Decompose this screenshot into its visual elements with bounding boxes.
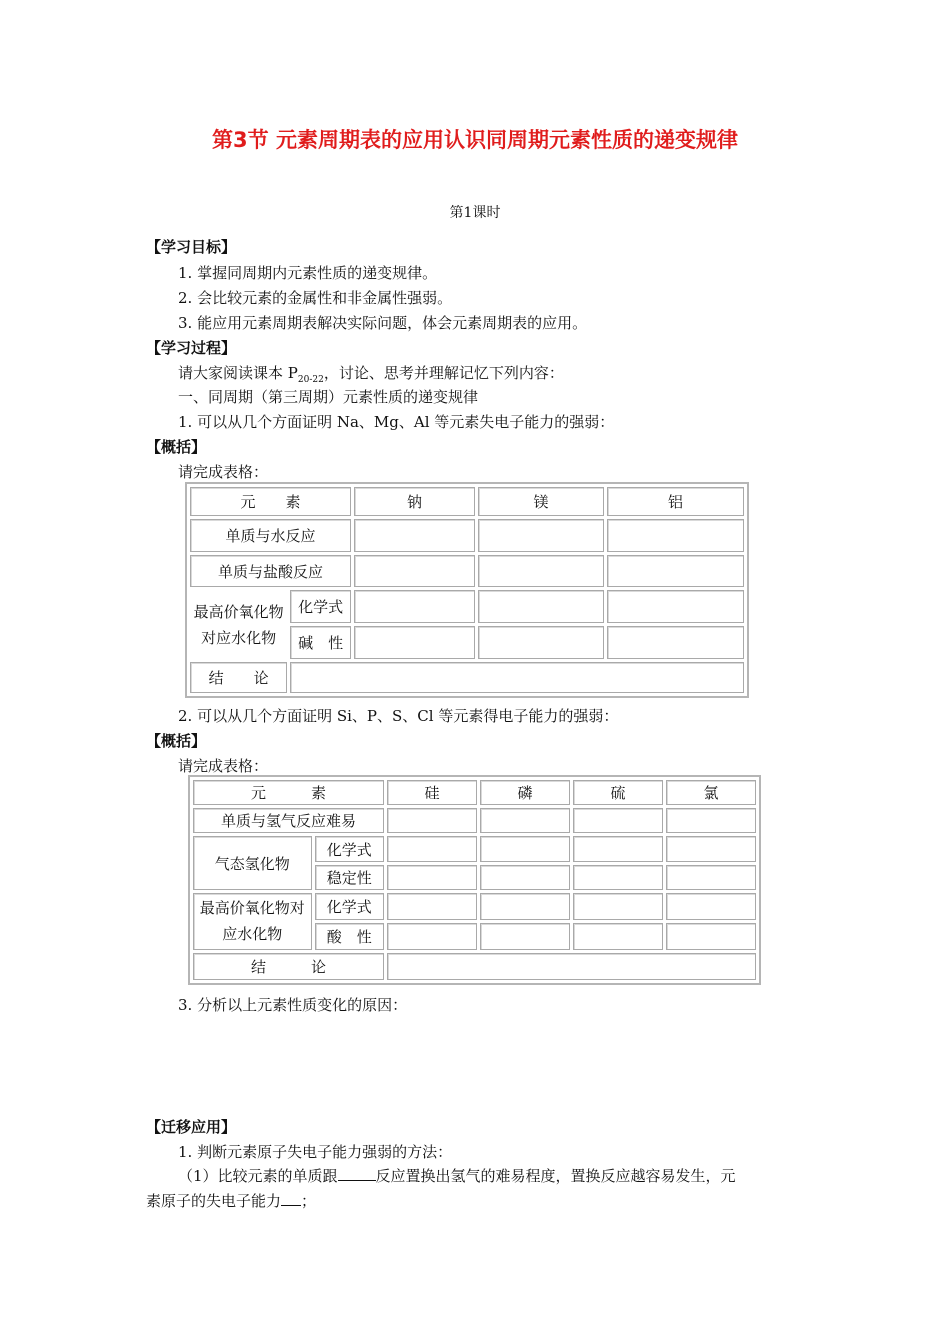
- answer-blank-1[interactable]: [338, 1166, 376, 1181]
- table-cell[interactable]: [573, 808, 663, 833]
- table-cell[interactable]: [387, 836, 477, 861]
- fill-table-instruction-1: 请完成表格：: [178, 463, 269, 481]
- table2-row-oxide: [193, 893, 312, 950]
- table-cell[interactable]: [607, 626, 744, 659]
- table-cell[interactable]: [387, 953, 756, 980]
- summary-heading-2: 【概括】: [146, 732, 207, 750]
- table2-sub-acid: 酸 性: [315, 923, 384, 950]
- table1-row-water: 单质与水反应: [190, 519, 351, 552]
- table2-row-conclusion: 结 论: [193, 953, 384, 980]
- table-cell[interactable]: [478, 626, 604, 659]
- table-cell[interactable]: [573, 836, 663, 861]
- table1-header-al: 铝: [607, 487, 744, 516]
- table-cell[interactable]: [480, 808, 570, 833]
- table-cell[interactable]: [478, 590, 604, 623]
- application-heading: 【迁移应用】: [146, 1118, 237, 1136]
- objective-item-3: 3. 能应用元素周期表解决实际问题，体会元素周期表的应用。: [178, 314, 588, 332]
- objective-item-2: 2. 会比较元素的金属性和非金属性强弱。: [178, 289, 453, 307]
- table-cell[interactable]: [666, 893, 756, 920]
- table2-sub-formula: 化学式: [315, 836, 384, 861]
- question-1: 1. 可以从几个方面证明 Na、Mg、Al 等元素失电子能力的强弱：: [178, 413, 615, 431]
- table1-row-oxide: [190, 590, 287, 659]
- table-cell[interactable]: [354, 519, 475, 552]
- table2-row-hydrogen: 单质与氢气反应难易: [193, 808, 384, 833]
- objective-item-1: 1. 掌握同周期内元素性质的递变规律。: [178, 264, 438, 282]
- table-cell[interactable]: [666, 836, 756, 861]
- summary-heading-1: 【概括】: [146, 438, 207, 456]
- table-cell[interactable]: [387, 865, 477, 890]
- table2-header-p: 磷: [480, 780, 570, 805]
- application-item-1a-line2-text: 素原子的失电子能力: [146, 1192, 282, 1210]
- table-cell[interactable]: [573, 893, 663, 920]
- table-cell[interactable]: [387, 808, 477, 833]
- application-item-1a-end: ；: [301, 1192, 317, 1210]
- table-cell[interactable]: [480, 893, 570, 920]
- application-item-1: 1. 判断元素原子失电子能力强弱的方法：: [178, 1143, 453, 1161]
- table2-header-cl: 氯: [666, 780, 756, 805]
- table-cell[interactable]: [354, 626, 475, 659]
- table-cell[interactable]: [480, 836, 570, 861]
- table1-row-acid: 单质与盐酸反应: [190, 555, 351, 588]
- table2-header-element: 元 素: [193, 780, 384, 805]
- table-cell[interactable]: [480, 865, 570, 890]
- table1-header-element: 元 素: [190, 487, 351, 516]
- table2-row-oxide-line2: 应水化物: [222, 925, 283, 944]
- table2-sub-formula2: 化学式: [315, 893, 384, 920]
- table1-row-oxide-line2: 对应水化物: [201, 628, 277, 647]
- answer-blank-2[interactable]: [281, 1191, 301, 1206]
- table-cell[interactable]: [607, 590, 744, 623]
- process-heading: 【学习过程】: [146, 339, 237, 357]
- table1-sub-basic: 碱 性: [290, 626, 351, 659]
- page-range: 20-22: [297, 375, 324, 385]
- reading-instruction-post: ，讨论、思考并理解记忆下列内容：: [323, 364, 564, 382]
- nonmetal-properties-table: [188, 775, 761, 985]
- table-cell[interactable]: [607, 519, 744, 552]
- page-title: 第3节 元素周期表的应用认识同周期元素性质的递变规律: [212, 128, 738, 152]
- table-cell[interactable]: [387, 923, 477, 950]
- table-cell[interactable]: [573, 923, 663, 950]
- table-cell[interactable]: [480, 923, 570, 950]
- table-cell[interactable]: [478, 555, 604, 588]
- reading-instruction-pre: 请大家阅读课本 P: [178, 364, 298, 382]
- application-item-1a-pre: （1）比较元素的单质跟: [178, 1167, 338, 1185]
- section-one-heading: 一、同周期（第三周期）元素性质的递变规律: [178, 388, 479, 406]
- fill-table-instruction-2: 请完成表格：: [178, 757, 269, 775]
- application-item-1a-line2: [146, 1190, 316, 1211]
- table2-sub-stability: 稳定性: [315, 865, 384, 890]
- reading-instruction: [178, 362, 564, 385]
- table-cell[interactable]: [573, 865, 663, 890]
- table2-row-oxide-line1: 最高价氧化物对: [199, 899, 305, 918]
- table-cell[interactable]: [666, 923, 756, 950]
- table1-header-na: 钠: [354, 487, 475, 516]
- metal-properties-table: [185, 482, 749, 698]
- table2-row-hydride: 气态氢化物: [193, 836, 312, 889]
- table1-row-oxide-line1: 最高价氧化物: [193, 602, 284, 621]
- table-cell[interactable]: [290, 662, 744, 693]
- application-item-1a-mid: 反应置换出氢气的难易程度，置换反应越容易发生，元: [375, 1167, 736, 1185]
- table-cell[interactable]: [666, 865, 756, 890]
- table-cell[interactable]: [478, 519, 604, 552]
- objectives-heading: 【学习目标】: [146, 238, 237, 256]
- table2-header-si: 硅: [387, 780, 477, 805]
- table-cell[interactable]: [354, 555, 475, 588]
- table-cell[interactable]: [354, 590, 475, 623]
- question-2: 2. 可以从几个方面证明 Si、P、S、Cl 等元素得电子能力的强弱：: [178, 707, 619, 725]
- table-cell[interactable]: [387, 893, 477, 920]
- table1-row-conclusion: 结 论: [190, 662, 287, 693]
- application-item-1a: [178, 1165, 736, 1186]
- table1-sub-formula: 化学式: [290, 590, 351, 623]
- lesson-label: 第1课时: [449, 205, 501, 221]
- table-cell[interactable]: [607, 555, 744, 588]
- table1-header-mg: 镁: [478, 487, 604, 516]
- table2-header-s: 硫: [573, 780, 663, 805]
- question-3: 3. 分析以上元素性质变化的原因：: [178, 996, 408, 1014]
- table-cell[interactable]: [666, 808, 756, 833]
